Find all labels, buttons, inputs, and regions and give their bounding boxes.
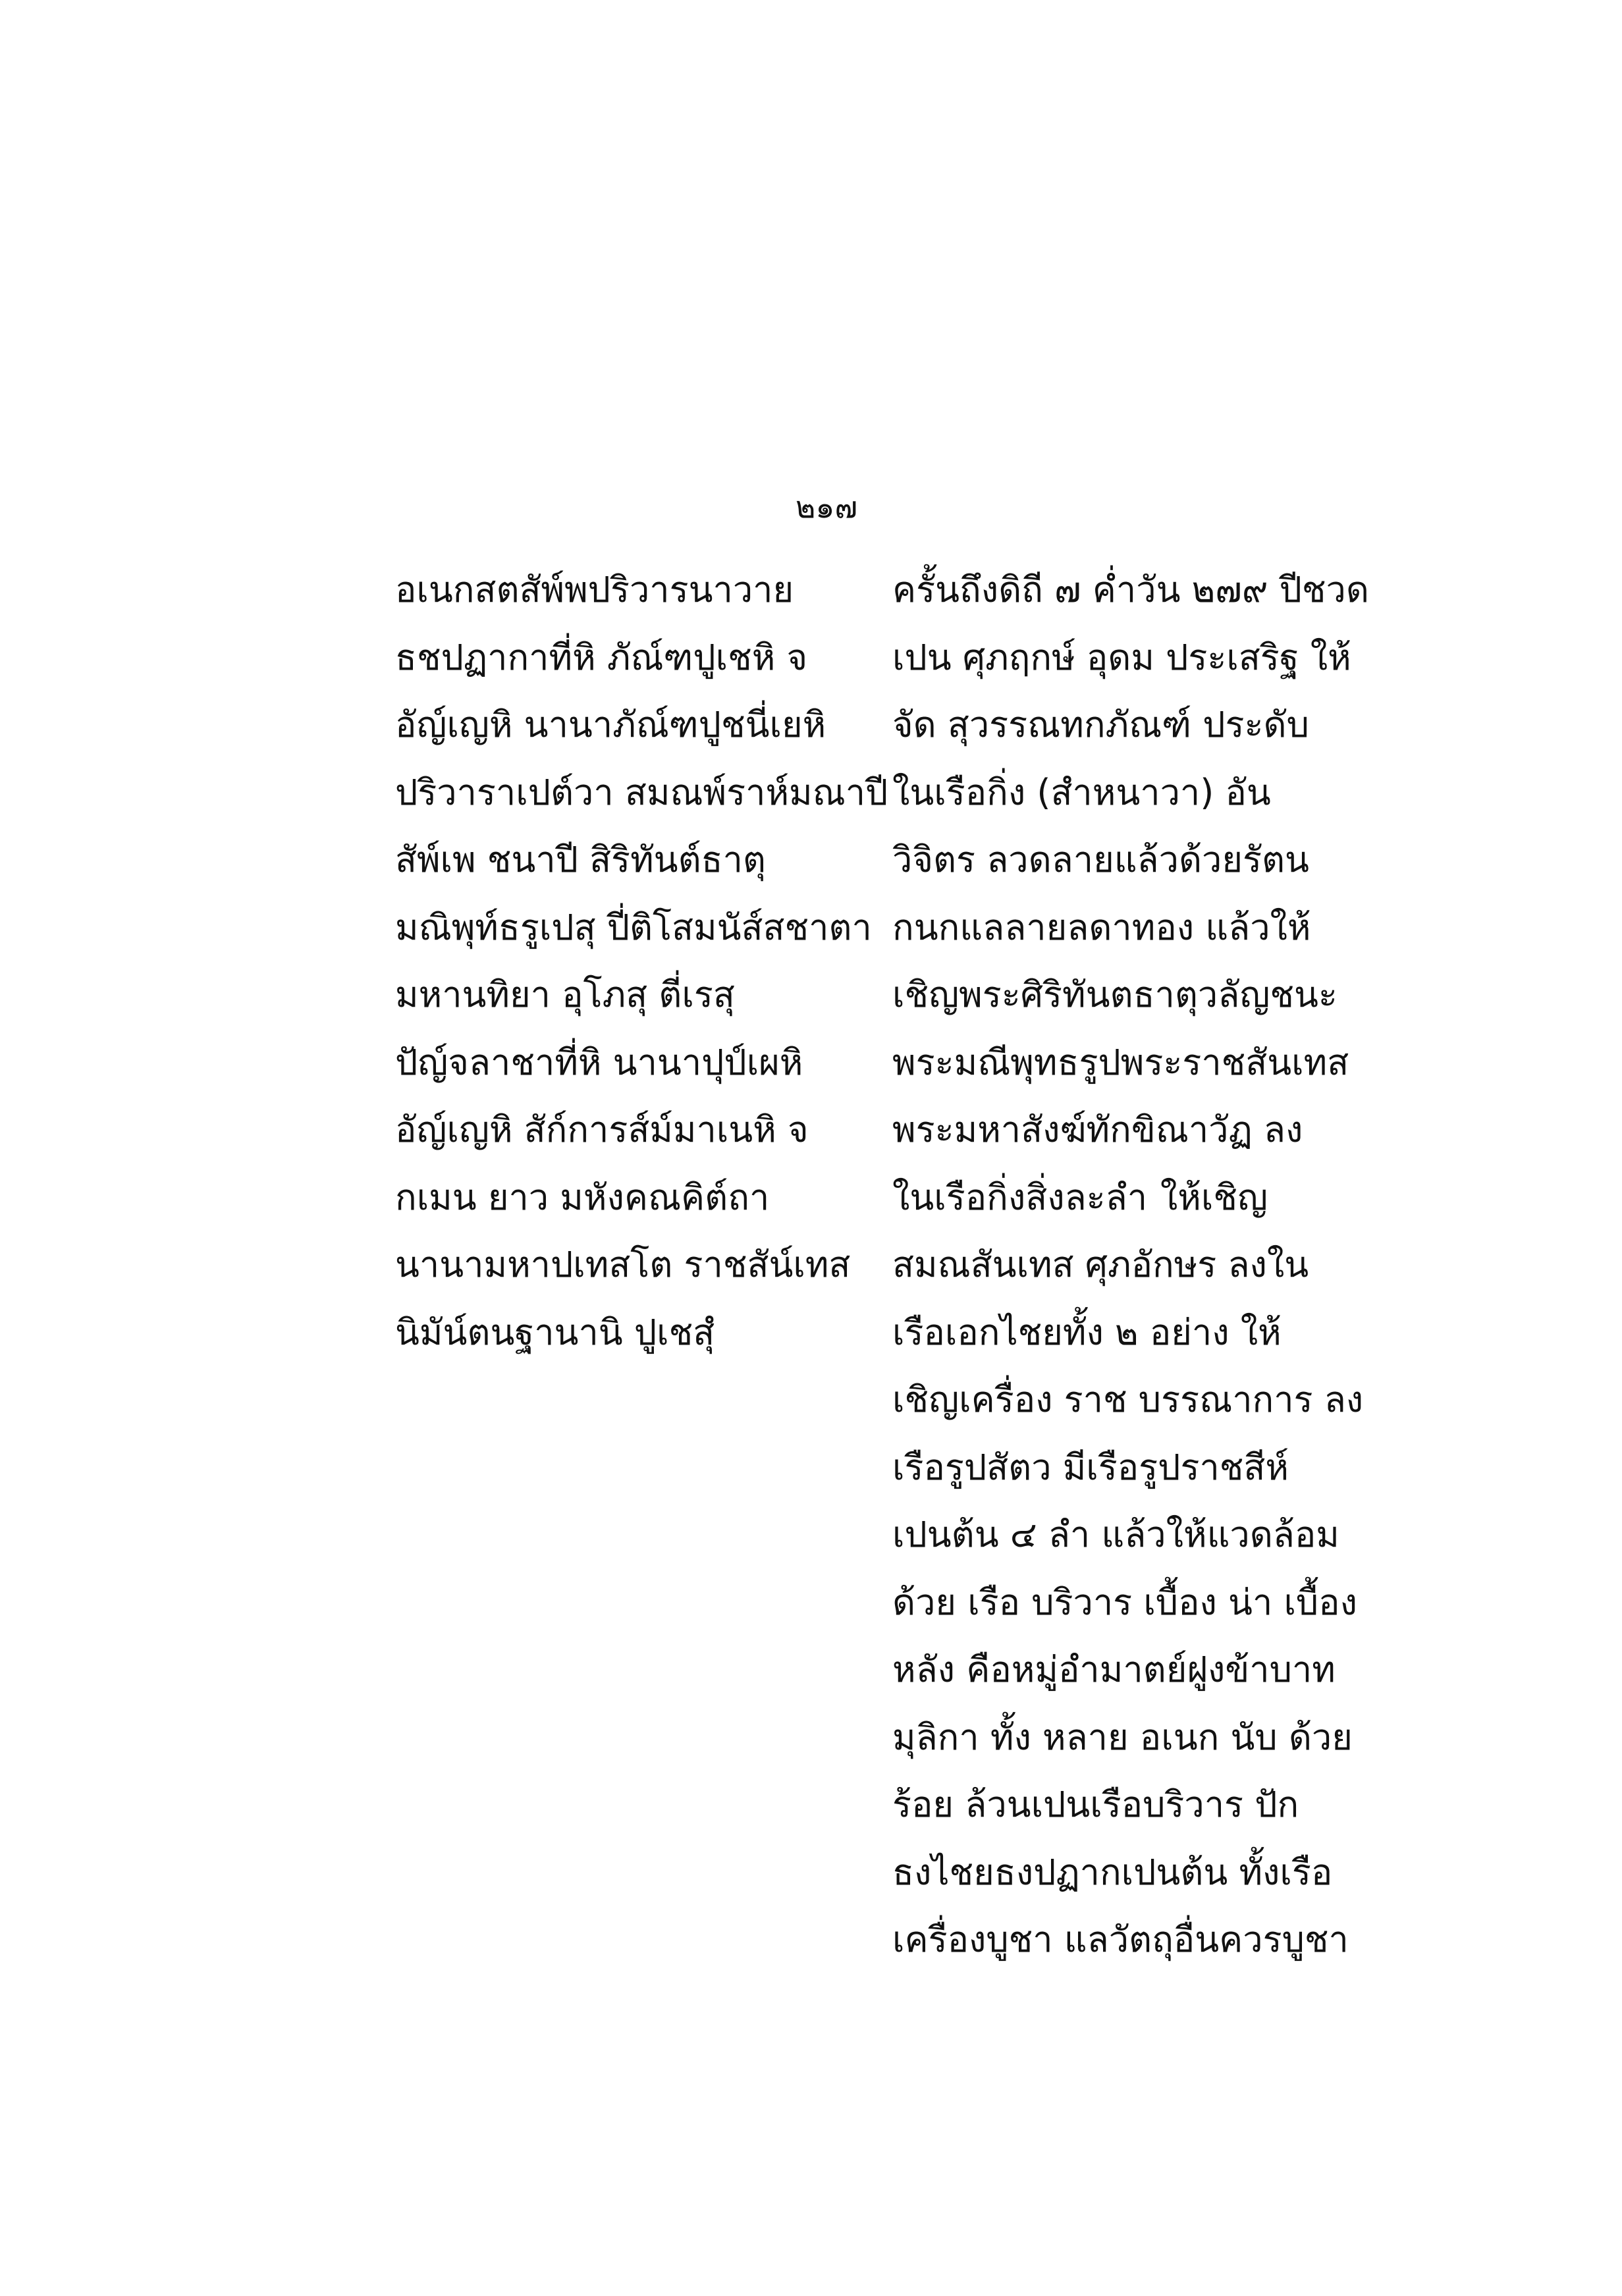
text-line: เปน ศุภฤกษ์ อุดม ประเสริฐ ให้ [892, 636, 1351, 678]
text-line: พระมหาสังฆ์ทักขิณาวัฏ ลง [892, 1109, 1303, 1150]
text-line: ร้อย ล้วนเปนเรือบริวาร ปัก [892, 1784, 1299, 1825]
text-line: หลัง คือหมู่อำมาตย์ฝูงข้าบาท [892, 1649, 1336, 1690]
text-line: สมณสันเทส ศุภอักษร ลงใน [892, 1244, 1309, 1285]
text-line: ครั้นถึงดิถี ๗ ค่ำวัน ๒๗๙ ปีชวด [892, 569, 1369, 610]
text-line: นานามหาปเทสโต ราชสัน์เทส [395, 1244, 851, 1285]
thai-text-column [892, 556, 1369, 1974]
text-line: กนกแลลายลดาทอง แล้วให้ [892, 906, 1311, 948]
text-line: ปัญ์จลาชาที่หิ นานาปุป์เผหิ [395, 1041, 803, 1083]
text-line: ปริวาราเปต์วา สมณพ์ราห์มณาปี [395, 771, 888, 813]
text-line: เรือรูปสัตว มีเรือรูปราชสีห์ [892, 1446, 1289, 1488]
text-line: ด้วย เรือ บริวาร เบื้อง น่า เบื้อง [892, 1581, 1357, 1623]
text-line: เรือเอกไชยทั้ง ๒ อย่าง ให้ [892, 1311, 1282, 1353]
text-line: ธงไชยธงปฏากเปนต้น ทั้งเรือ [892, 1851, 1333, 1893]
text-line: นิมัน์ตนฐานานิ ปูเชสุํ [395, 1311, 715, 1353]
text-line: สัพ์เพ ชนาปี สิริทันต์ธาตุ [395, 839, 766, 880]
text-line: พระมณีพุทธรูปพระราชสันเทส [892, 1041, 1349, 1083]
text-line: อัญ์เญหิ สัก์การส์ม์มาเนหิ จ [395, 1109, 809, 1150]
text-line: มณิพุท์ธรูเปสุ ปี่ติโสมนัส์สชาตา [395, 906, 872, 948]
text-line: มุลิกา ทั้ง หลาย อเนก นับ ด้วย [892, 1716, 1353, 1758]
text-line: ในเรือกิ่งสิ่งละลำ ให้เชิญ [892, 1176, 1268, 1218]
text-line: ในเรือกิ่ง (สำหนาวา) อัน [892, 771, 1271, 813]
text-line: จัด สุวรรณทกภัณฑ์ ประดับ [892, 704, 1309, 745]
text-line: เครื่องบูชา แลวัตถุอื่นควรบูชา [892, 1919, 1349, 1960]
text-line: ธชปฏากาที่หิ ภัณ์ฑปูเชหิ จ [395, 636, 808, 678]
pali-text-column [395, 556, 888, 1366]
text-line: เชิญเครื่อง ราช บรรณาการ ลง [892, 1379, 1364, 1420]
text-line: มหานทิยา อุโภสุ ตี่เรสุ [395, 974, 735, 1015]
text-line: เชิญพระศิริทันตธาตุวลัญชนะ [892, 974, 1338, 1015]
page-number: ๒๑๗ [795, 489, 858, 525]
text-line: กเมน ยาว มหังคณคิต์ถา [395, 1176, 770, 1218]
text-line: วิจิตร ลวดลายแล้วด้วยรัตน [892, 839, 1309, 880]
text-line: อเนกสตสัพ์พปริวารนาวาย [395, 569, 794, 610]
text-line: อัญ์เญหิ นานาภัณ์ฑปูชนี่เยหิ [395, 704, 826, 745]
text-line: เปนต้น ๔ ลำ แล้วให้แวดล้อม [892, 1514, 1339, 1555]
